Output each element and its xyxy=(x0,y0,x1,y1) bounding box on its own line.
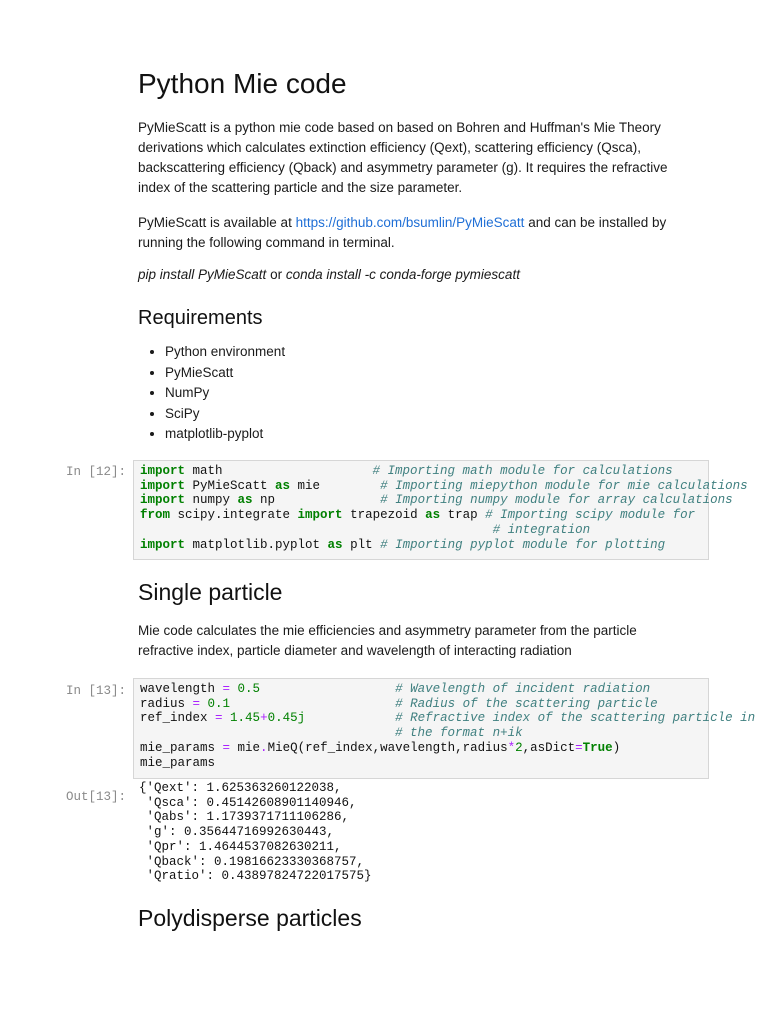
code-token xyxy=(230,697,395,711)
code-token xyxy=(260,682,395,696)
code-comment: # Radius of the scattering particle xyxy=(395,696,658,711)
single-particle-heading: Single particle xyxy=(138,579,283,605)
code-token: 0.1 xyxy=(207,696,231,711)
code-keyword: import xyxy=(140,464,186,478)
code-token: = xyxy=(192,696,201,711)
code-comment: # integration xyxy=(492,522,591,537)
code-token: math xyxy=(185,464,373,478)
code-editor[interactable] xyxy=(134,679,756,770)
code-token: mie xyxy=(230,740,261,755)
input-prompt-12: In [12]: xyxy=(66,465,127,479)
code-cell-12[interactable] xyxy=(133,460,748,560)
code-token xyxy=(140,523,493,537)
code-token: mie_params xyxy=(140,740,223,755)
code-token: trapezoid xyxy=(342,508,426,523)
code-token xyxy=(305,711,395,725)
code-editor[interactable] xyxy=(134,461,748,552)
code-keyword: as xyxy=(327,537,343,552)
code-comment: # Importing pyplot module for plotting xyxy=(380,537,666,552)
code-comment: # Importing numpy module for array calculations xyxy=(380,493,733,508)
code-token: plt xyxy=(342,537,381,552)
code-token: = xyxy=(215,711,223,726)
pip-command: pip install PyMieScatt xyxy=(138,267,267,282)
code-token: numpy xyxy=(185,493,238,508)
code-keyword: True xyxy=(582,740,613,755)
code-token: MieQ(ref_index,wavelength,radius xyxy=(267,740,508,755)
availability-text-after: and can be installed by running the following command in terminal. xyxy=(138,215,667,250)
code-token: * xyxy=(507,740,516,755)
code-token: matplotlib.pyplot xyxy=(185,537,328,552)
or-text: or xyxy=(266,267,286,282)
code-token xyxy=(140,726,395,740)
code-comment: # Importing math module for calculations xyxy=(372,464,673,478)
availability-text: PyMieScatt is available at xyxy=(138,215,296,230)
code-keyword: as xyxy=(237,493,253,508)
code-token xyxy=(200,697,208,711)
code-comment: # the format n+ik xyxy=(395,726,523,741)
input-prompt-13: In [13]: xyxy=(66,684,127,698)
code-token: 1.45 xyxy=(230,711,261,726)
code-token: = xyxy=(222,740,231,755)
intro-paragraph: PyMieScatt is a python mie code based on based on Bohren and Huffman's Mie Theory derivations which calculates extinction efficiency (Qext), scattering efficiency (Qsca), backscattering efficiency (Qback) and asymmetry parameter (g). It requires the refractive index of the scattering particle and the size parameter. xyxy=(138,120,668,195)
code-token: . xyxy=(260,740,268,755)
code-token: 0.5 xyxy=(237,682,261,696)
polydisperse-heading: Polydisperse particles xyxy=(138,905,362,931)
page-title: Python Mie code xyxy=(138,68,347,99)
github-link[interactable]: https://github.com/bsumlin/PyMieScatt xyxy=(295,215,525,230)
code-token: ref_index xyxy=(140,711,216,726)
code-cell-13[interactable] xyxy=(133,678,756,779)
code-comment: # Importing scipy module for xyxy=(485,508,696,523)
code-token: mie xyxy=(290,478,381,493)
code-comment: # Refractive index of the scattering particle in xyxy=(395,711,756,726)
code-keyword: import xyxy=(140,537,186,552)
code-keyword: as xyxy=(275,478,291,493)
output-result: {'Qext': 1.625363260122038, 'Qsca': 0.45142608901140946, 'Qabs': 1.1739371711106286, 'g': 0.35644716992630443, 'Qpr': 1.4644537082630211, 'Qback': 0.19816623330368757, 'Qratio': 0.43897824722017575} xyxy=(139,781,372,884)
list-item: • NumPy xyxy=(165,383,285,404)
list-item: • SciPy xyxy=(165,404,285,425)
code-token: ) xyxy=(612,740,621,755)
code-comment: # Wavelength of incident radiation xyxy=(395,682,651,696)
intro-markdown-cell xyxy=(138,118,678,198)
code-keyword: import xyxy=(140,493,186,508)
conda-command: conda install -c conda-forge pymiescatt xyxy=(285,267,520,282)
code-token: = xyxy=(222,682,231,696)
code-keyword: from xyxy=(140,508,171,523)
code-token: mie_params xyxy=(140,755,216,770)
code-token: 0.45j xyxy=(267,711,306,726)
list-item: • matplotlib-pyplot xyxy=(165,424,285,445)
code-token xyxy=(230,682,238,696)
availability-paragraph xyxy=(138,213,678,253)
code-token: = xyxy=(575,740,583,755)
requirements-list xyxy=(138,342,285,445)
single-particle-paragraph: Mie code calculates the mie efficiencies and asymmetry parameter from the particle refractive index, particle diameter and wavelength of interacting radiation xyxy=(138,623,637,658)
code-token: PyMieScatt xyxy=(185,478,276,493)
requirements-heading: Requirements xyxy=(138,307,263,329)
install-markdown-cell xyxy=(138,213,678,253)
code-token: wavelength xyxy=(140,682,223,696)
code-comment: # Importing miepython module for mie calculations xyxy=(380,478,748,493)
code-token: trap xyxy=(440,508,486,523)
code-token: scipy.integrate xyxy=(170,508,298,523)
code-token: 2 xyxy=(515,740,523,755)
install-command-line xyxy=(138,265,678,285)
list-item: • Python environment xyxy=(165,342,285,363)
code-token xyxy=(223,711,231,725)
code-token: np xyxy=(252,493,381,508)
output-prompt-13: Out[13]: xyxy=(66,790,127,804)
code-keyword: import xyxy=(297,508,343,523)
single-particle-markdown xyxy=(138,621,678,661)
code-token: + xyxy=(260,711,268,726)
code-keyword: import xyxy=(140,478,186,493)
code-token: ,asDict xyxy=(522,740,576,755)
list-item: • PyMieScatt xyxy=(165,363,285,384)
code-token: radius xyxy=(140,696,193,711)
code-keyword: as xyxy=(425,508,441,523)
